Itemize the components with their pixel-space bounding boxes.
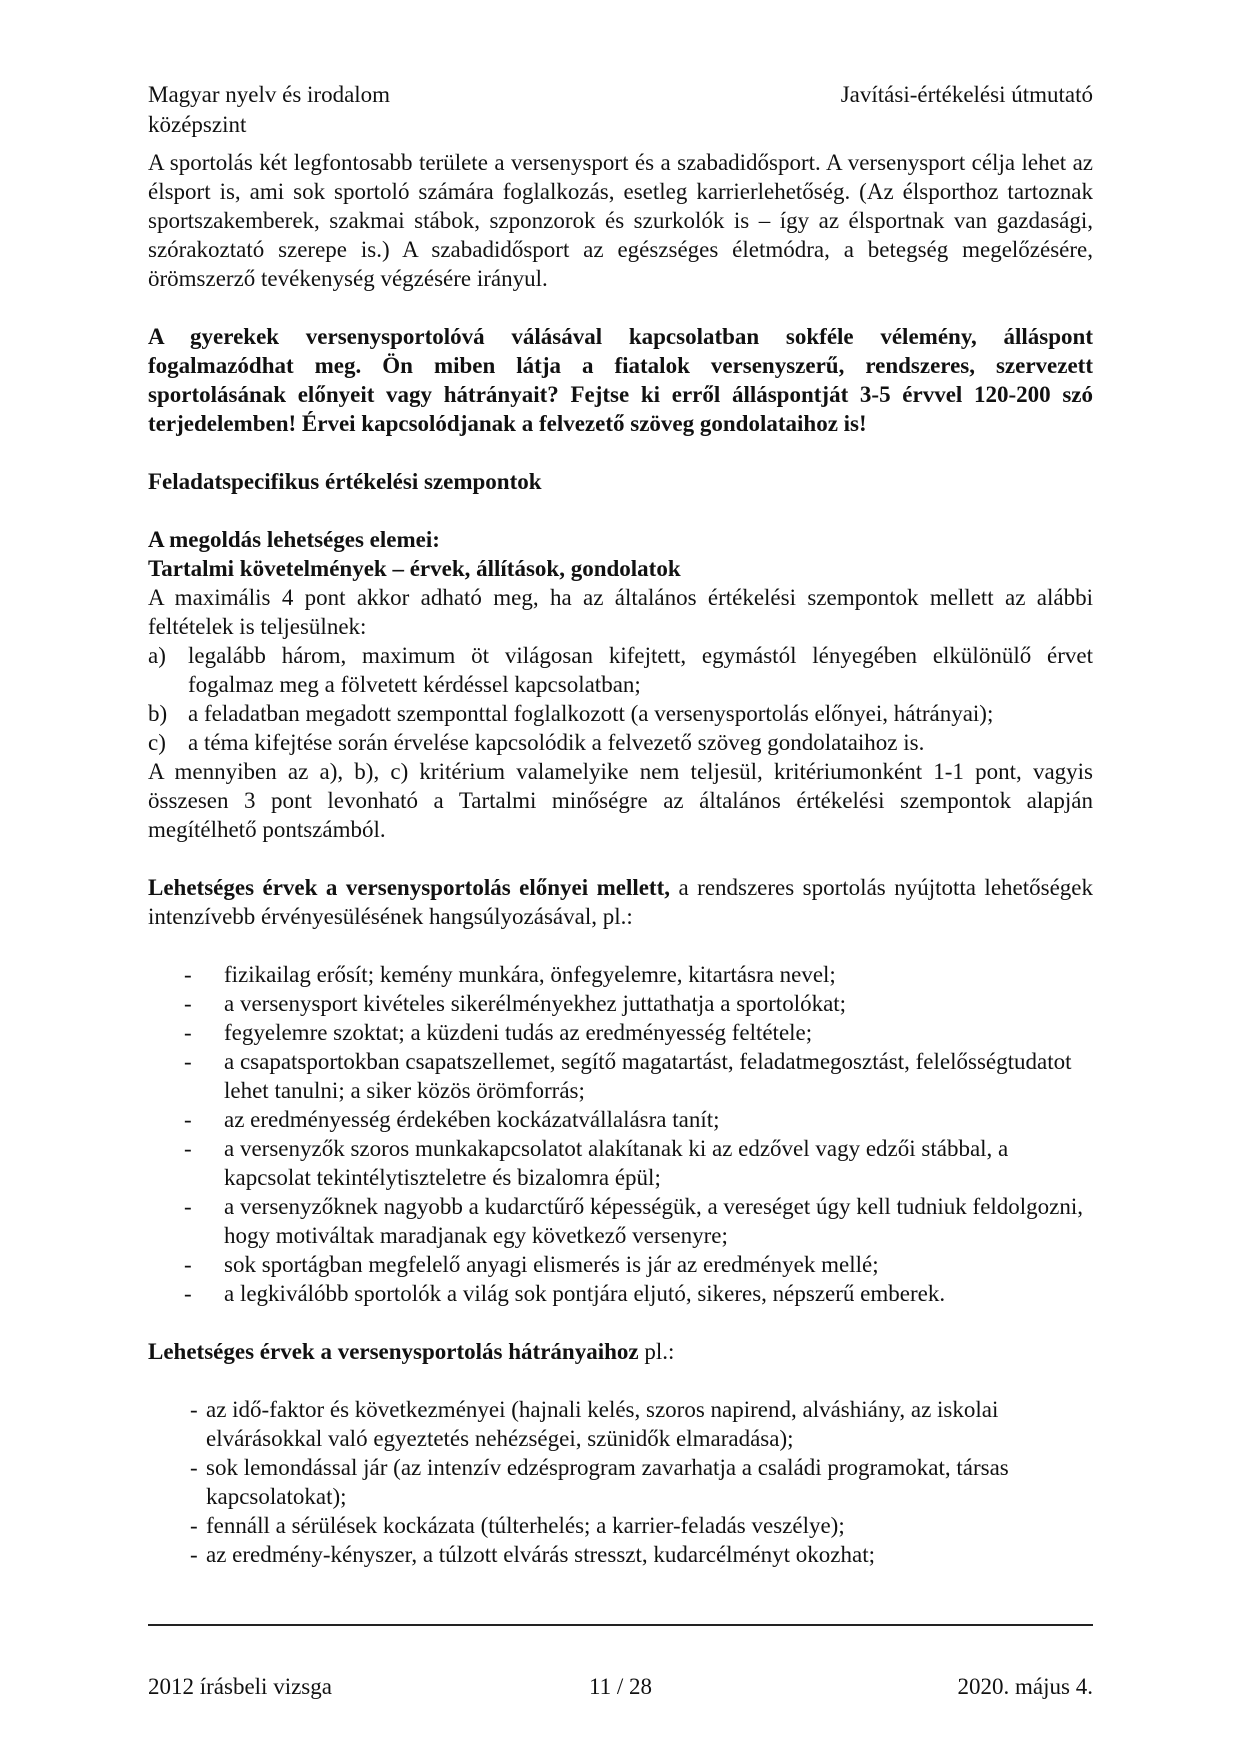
criterion-text: a feladatban megadott szemponttal foglalkozott (a versenysportolás előnyei, hátrányai); <box>188 701 994 726</box>
pro-argument: fizikailag erősít; kemény munkára, önfegyelemre, kitartásra nevel; <box>224 962 836 987</box>
pro-argument: a legkiválóbb sportolók a világ sok pontjára eljutó, sikeres, népszerű emberek. <box>224 1281 946 1306</box>
list-item <box>148 1047 1093 1105</box>
dash-marker: - <box>184 962 192 987</box>
dash-marker: - <box>184 1020 192 1045</box>
footer-exam-id: 2012 írásbeli vizsga <box>148 1674 332 1699</box>
content-requirements-title: Tartalmi követelmények – érvek, állítások, gondolatok <box>148 556 681 581</box>
pro-argument: a versenysport kivételes sikerélményekhez juttathatja a sportolókat; <box>224 991 847 1016</box>
criteria-list <box>148 641 1093 757</box>
dash-marker: - <box>184 1107 192 1132</box>
list-item <box>148 1395 1093 1453</box>
cons-lead <box>148 1337 1093 1366</box>
header-level: középszint <box>148 112 247 137</box>
pro-argument: a csapatsportokban csapatszellemet, segítő magatartást, feladatmegosztást, felelősségtudatot lehet tanulni; a siker közös örömforrás; <box>224 1049 1072 1103</box>
page-number: 11 / 28 <box>588 1674 653 1699</box>
cons-list <box>148 1395 1093 1569</box>
dash-marker: - <box>184 1194 192 1219</box>
dash-marker: - <box>184 1252 192 1277</box>
list-item <box>148 1134 1093 1192</box>
list-item <box>148 641 1093 699</box>
list-item <box>148 1192 1093 1250</box>
footer-date: 2020. május 4. <box>957 1674 1093 1699</box>
dash-marker: - <box>190 1455 198 1480</box>
page-footer <box>148 1672 1093 1702</box>
dash-marker: - <box>190 1513 198 1538</box>
pro-argument: az eredményesség érdekében kockázatvállalásra tanít; <box>224 1107 720 1132</box>
pros-lead-bold: Lehetséges érvek a versenysportolás előnyei mellett, <box>148 875 671 900</box>
dash-marker: - <box>184 1136 192 1161</box>
list-item <box>148 960 1093 989</box>
pro-argument: fegyelemre szoktat; a küzdeni tudás az eredményesség feltétele; <box>224 1020 813 1045</box>
con-argument: fennáll a sérülések kockázata (túlterhelés; a karrier-feladás veszélye); <box>206 1513 845 1538</box>
con-argument: az idő-faktor és következményei (hajnali kelés, szoros napirend, alváshiány, az iskolai elvárásokkal való egyeztetés nehézségei, szünidők elmaradása); <box>206 1397 999 1451</box>
list-item <box>148 1540 1093 1569</box>
criterion-mark: a) <box>148 643 166 668</box>
list-item <box>148 728 1093 757</box>
pros-list <box>148 960 1093 1308</box>
dash-marker: - <box>190 1542 198 1567</box>
list-item <box>148 1279 1093 1308</box>
list-item <box>148 1511 1093 1540</box>
dash-marker: - <box>190 1397 198 1422</box>
list-item <box>148 699 1093 728</box>
header-subject: Magyar nyelv és irodalom <box>148 82 391 107</box>
page-content <box>148 148 1093 1569</box>
footer-divider <box>148 1624 1093 1626</box>
dash-marker: - <box>184 1049 192 1074</box>
criterion-mark: b) <box>148 701 168 726</box>
cons-lead-rest: pl.: <box>638 1339 675 1364</box>
section-title: Feladatspecifikus értékelési szempontok <box>148 469 542 494</box>
dash-marker: - <box>184 1281 192 1306</box>
con-argument: sok lemondással jár (az intenzív edzésprogram zavarhatja a családi programokat, társas kapcsolatokat); <box>206 1455 1009 1509</box>
pro-argument: sok sportágban megfelelő anyagi elismerés is jár az eredmények mellé; <box>224 1252 879 1277</box>
max-points-text: A maximális 4 pont akkor adható meg, ha az általános értékelési szempontok mellett az alábbi feltételek is teljesülnek: <box>148 585 1093 639</box>
list-item <box>148 1018 1093 1047</box>
task-prompt: A gyerekek versenysportolóvá válásával kapcsolatban sokféle vélemény, álláspont fogalmazódhat meg. Ön miben látja a fiatalok versenyszerű, rendszeres, szervezett sportolásának előnyeit vagy hátrányait? Fejtse ki erről álláspontját 3-5 érvvel 120-200 szó terjedelemben! Érvei kapcsolódjanak a felvezető szöveg gondolataihoz is! <box>148 324 1093 436</box>
list-item <box>148 989 1093 1018</box>
criterion-text: a téma kifejtése során érvelése kapcsolódik a felvezető szöveg gondolataihoz is. <box>188 730 925 755</box>
list-item <box>148 1250 1093 1279</box>
pro-argument: a versenyzők szoros munkakapcsolatot alakítanak ki az edzővel vagy edzői stábbal, a kapcsolat tekintélytiszteletre és bizalomra épül; <box>224 1136 1009 1190</box>
con-argument: az eredmény-kényszer, a túlzott elvárás stresszt, kudarcélményt okozhat; <box>206 1542 875 1567</box>
dash-marker: - <box>184 991 192 1016</box>
deduction-paragraph: A mennyiben az a), b), c) kritérium valamelyike nem teljesül, kritériumonként 1-1 pont, vagyis összesen 3 pont levonható a Tartalmi minőségre az általános értékelési szempontok alapján megítélhető pontszámból. <box>148 759 1093 842</box>
list-item <box>148 1453 1093 1511</box>
list-item <box>148 1105 1093 1134</box>
intro-paragraph: A sportolás két legfontosabb területe a versenysport és a szabadidősport. A versenysport célja lehet az élsport is, ami sok sportoló számára foglalkozás, esetleg karrierlehetőség. (Az élsporthoz tartoznak sportszakemberek, szakmai stábok, szponzorok és szurkolók is – így az élsportnak van gazdasági, szórakoztató szerepe is.) A szabadidősport az egészséges életmódra, a betegség megelőzésére, örömszerző tevékenység végzésére irányul. <box>148 150 1093 291</box>
elements-title: A megoldás lehetséges elemei: <box>148 527 440 552</box>
pro-argument: a versenyzőknek nagyobb a kudarctűrő képességük, a vereséget úgy kell tudniuk feldolgozni, hogy motiváltak maradjanak egy következő versenyre; <box>224 1194 1084 1248</box>
cons-lead-bold: Lehetséges érvek a versenysportolás hátrányaihoz <box>148 1339 639 1364</box>
header-doc-type: Javítási-értékelési útmutató <box>840 82 1093 107</box>
criterion-text: legalább három, maximum öt világosan kifejtett, egymástól lényegében elkülönülő érvet fogalmaz meg a fölvetett kérdéssel kapcsolatban; <box>188 643 1093 697</box>
pros-lead <box>148 873 1093 931</box>
criterion-mark: c) <box>148 730 166 755</box>
pros-lead-rest: a rendszeres sportolás nyújtotta lehetőségek intenzívebb érvényesülésének hangsúlyozásával, pl.: <box>148 875 1093 929</box>
